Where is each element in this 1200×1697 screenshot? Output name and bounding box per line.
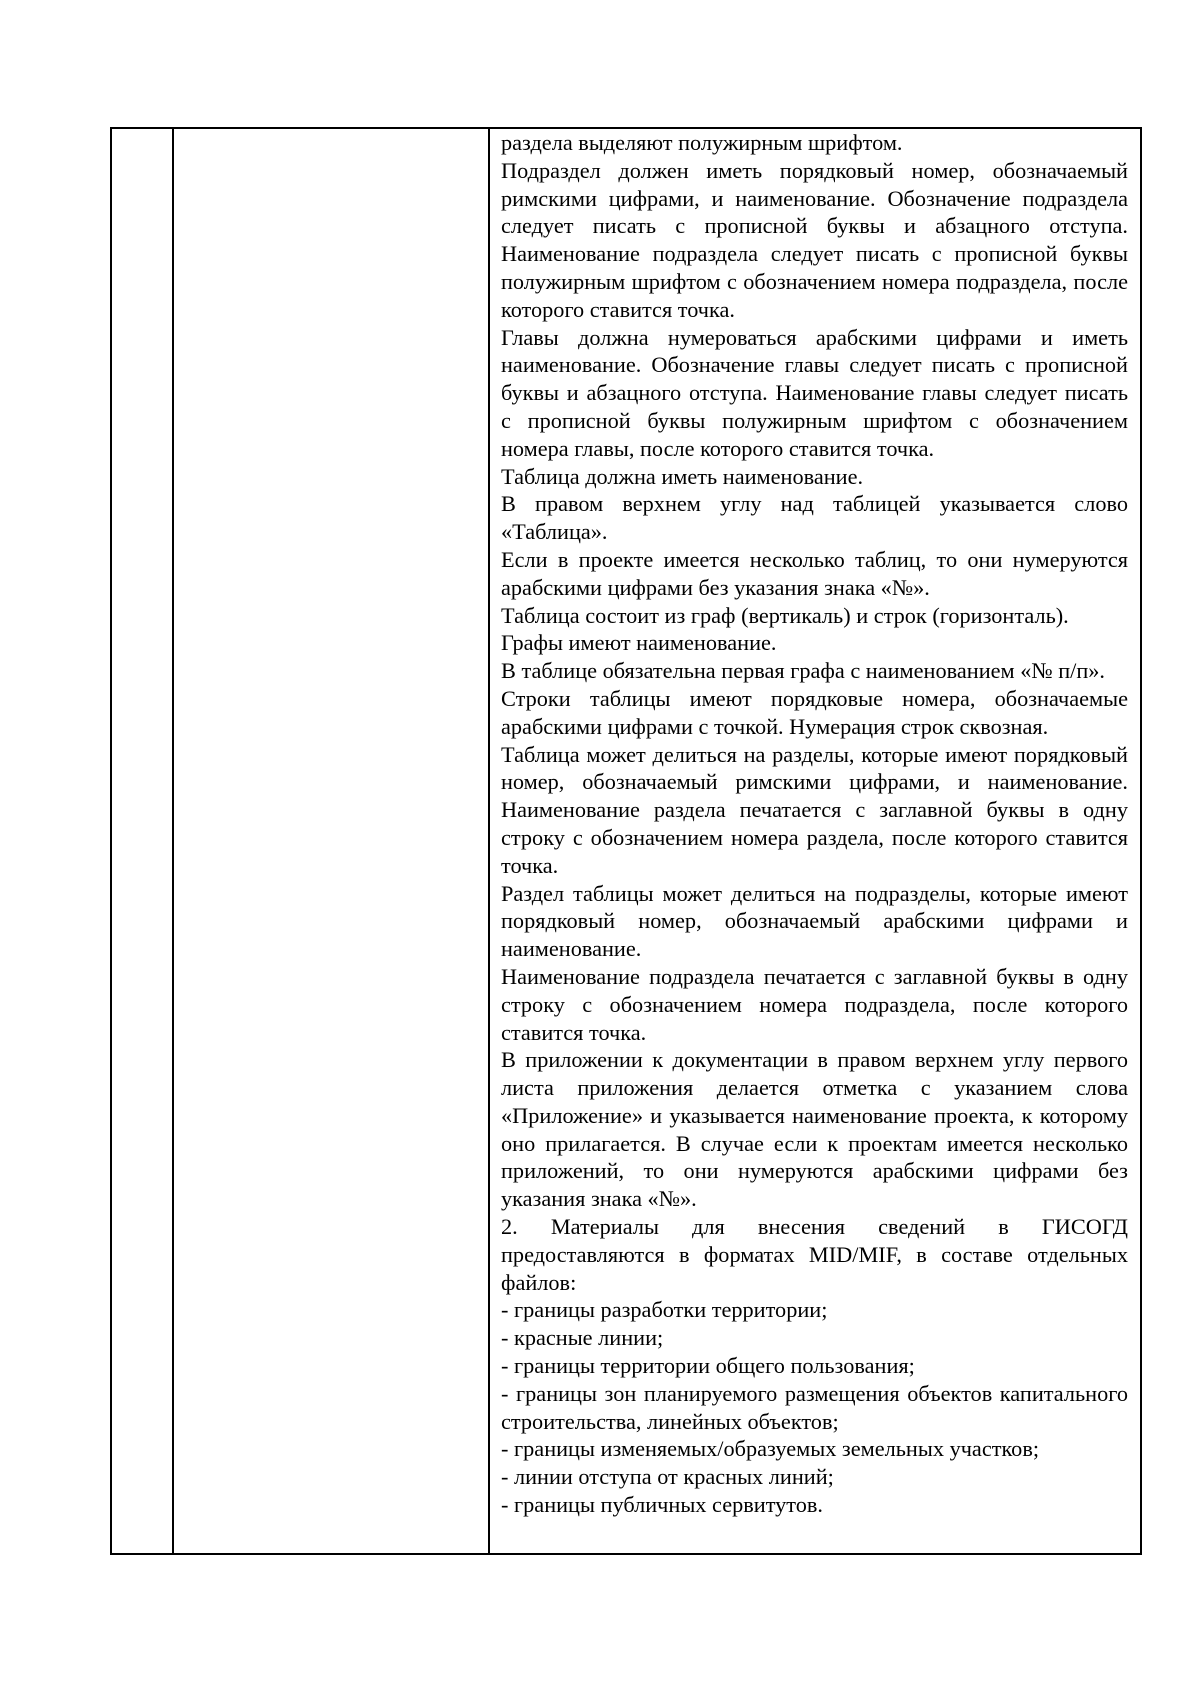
list-item: - границы разработки территории; <box>501 1297 828 1323</box>
paragraph-gisogd-materials: 2. Материалы для внесения сведений в ГИСОГД предоставляются в форматах MID/MIF, в составе отдельных файлов: <box>501 1214 1128 1295</box>
paragraph-table-structure: Таблица состоит из граф (вертикаль) и строк (горизонталь). <box>501 602 1069 628</box>
paragraph-subsection-name: Наименование подраздела печатается с заглавной буквы в одну строку с обозначением номера подраздела, после которого ставится точка. <box>501 963 1128 1045</box>
paragraph-section-bold-note: раздела выделяют полужирным шрифтом. <box>501 130 903 155</box>
table-column-number <box>112 129 174 1553</box>
paragraph-appendix-rules: В приложении к документации в правом верхнем углу первого листа приложения делается отметка с указанием слова «Приложение» и указывается наименование проекта, к которому оно прилагается. В случае если к проектам имеется несколько приложений, то они нумеруются арабскими цифрами без указания знака «№». <box>501 1047 1128 1212</box>
paragraph-chapter-rules: Главы должна нумероваться арабскими цифрами и иметь наименование. Обозначение главы следует писать с прописной буквы и абзацного отступа. Наименование главы следует писать с прописной буквы полужирным шрифтом с обозначением номера главы, после которого ставится точка. <box>501 324 1128 461</box>
paragraph-table-label: В правом верхнем углу над таблицей указывается слово «Таблица». <box>501 491 1128 545</box>
paragraph-subsection-rules: Подраздел должен иметь порядковый номер, обозначаемый римскими цифрами, и наименование. Обозначение подраздела следует писать с прописной буквы и абзацного отступа. Наименование подраздела следует писать с прописной буквы полужирным шрифтом с обозначением номера подраздела, после которого ставится точка. <box>501 157 1128 322</box>
list-item: - границы публичных сервитутов. <box>501 1492 823 1518</box>
list-item: - границы зон планируемого размещения объектов капитального строительства, линейных объектов; <box>501 1380 1128 1434</box>
list-item: - линии отступа от красных линий; <box>501 1464 834 1490</box>
paragraph-first-column: В таблице обязательна первая графа с наименованием «№ п/п». <box>501 658 1105 684</box>
paragraph-table-subsections: Раздел таблицы может делиться на подразделы, которые имеют порядковый номер, обозначаемый арабскими цифрами и наименование. <box>501 880 1128 962</box>
list-item: - границы территории общего пользования; <box>501 1353 915 1379</box>
paragraph-table-sections: Таблица может делиться на разделы, которые имеют порядковый номер, обозначаемый римскими цифрами, и наименование. Наименование раздела печатается с заглавной буквы в одну строку с обозначением номера раздела, после которого ставится точка. <box>501 741 1128 878</box>
paragraph-table-numbering: Если в проекте имеется несколько таблиц, то они нумеруются арабскими цифрами без указания знака «№». <box>501 546 1128 600</box>
list-item: - красные линии; <box>501 1325 664 1351</box>
list-item: - границы изменяемых/образуемых земельных участков; <box>501 1436 1040 1462</box>
paragraph-row-numbering: Строки таблицы имеют порядковые номера, обозначаемые арабскими цифрами с точкой. Нумерация строк сквозная. <box>501 685 1128 739</box>
paragraph-table-name: Таблица должна иметь наименование. <box>501 463 864 489</box>
table-column-requirements <box>490 129 1140 1553</box>
requirements-table <box>110 127 1142 1555</box>
table-column-section <box>174 129 490 1553</box>
paragraph-columns-named: Графы имеют наименование. <box>501 630 777 656</box>
